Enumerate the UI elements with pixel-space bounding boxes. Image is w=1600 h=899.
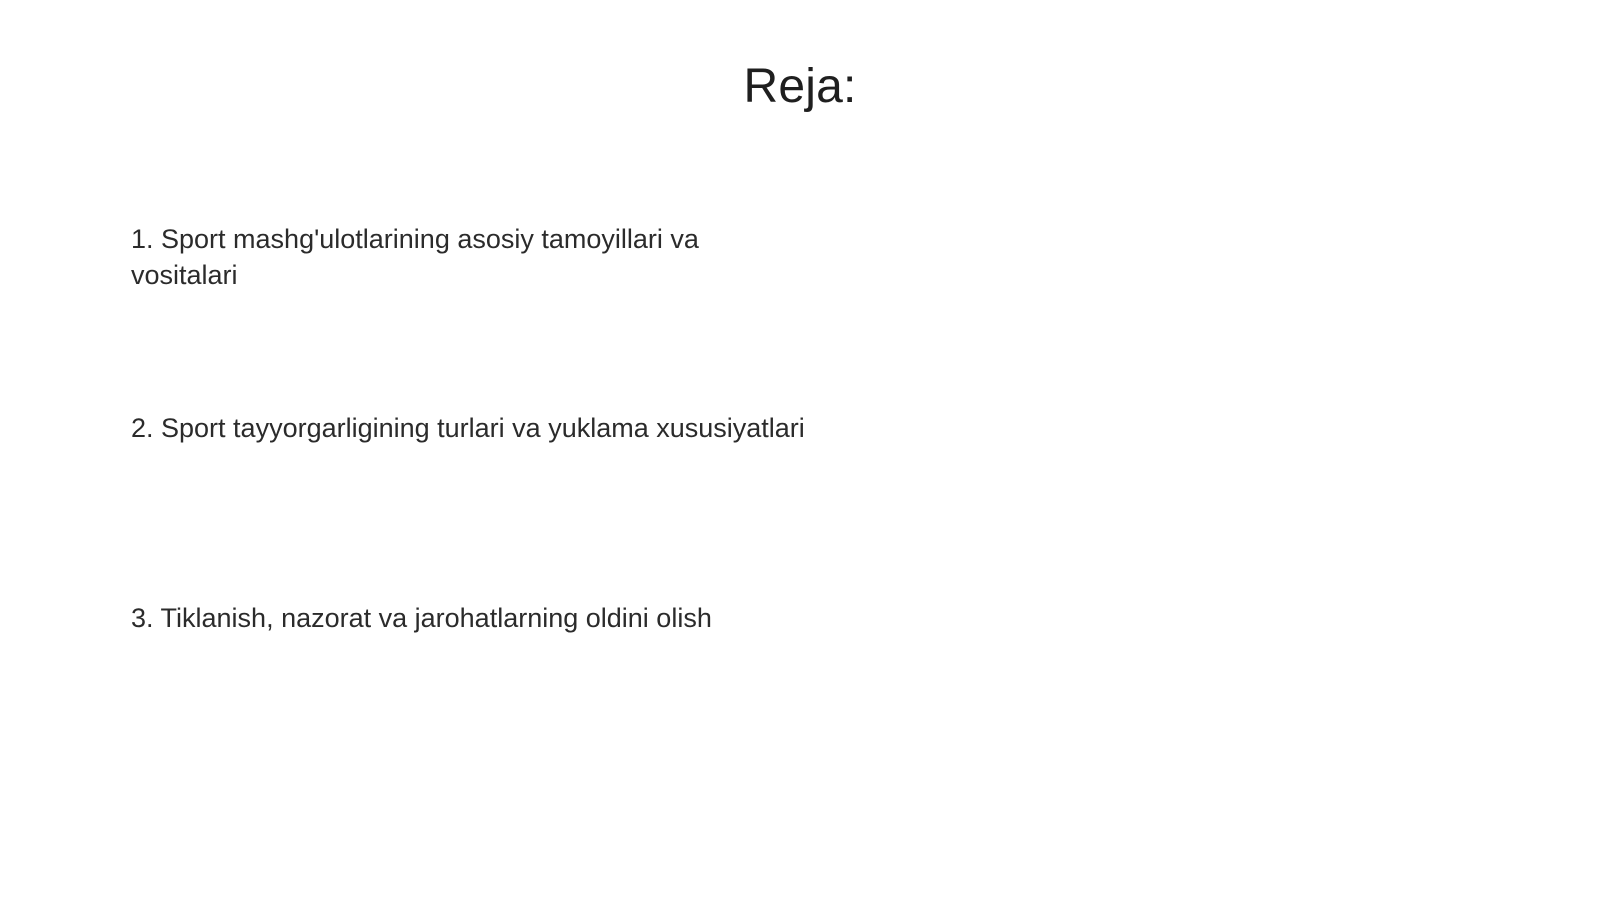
plan-item-3: 3. Tiklanish, nazorat va jarohatlarning oldini olish <box>131 603 712 633</box>
plan-item-2: 2. Sport tayyorgarligining turlari va yuklama xususiyatlari <box>131 413 805 443</box>
plan-item-1: 1. Sport mashg'ulotlarining asosiy tamoyillari va vositalari <box>131 224 699 290</box>
slide-title: Reja: <box>743 60 857 113</box>
